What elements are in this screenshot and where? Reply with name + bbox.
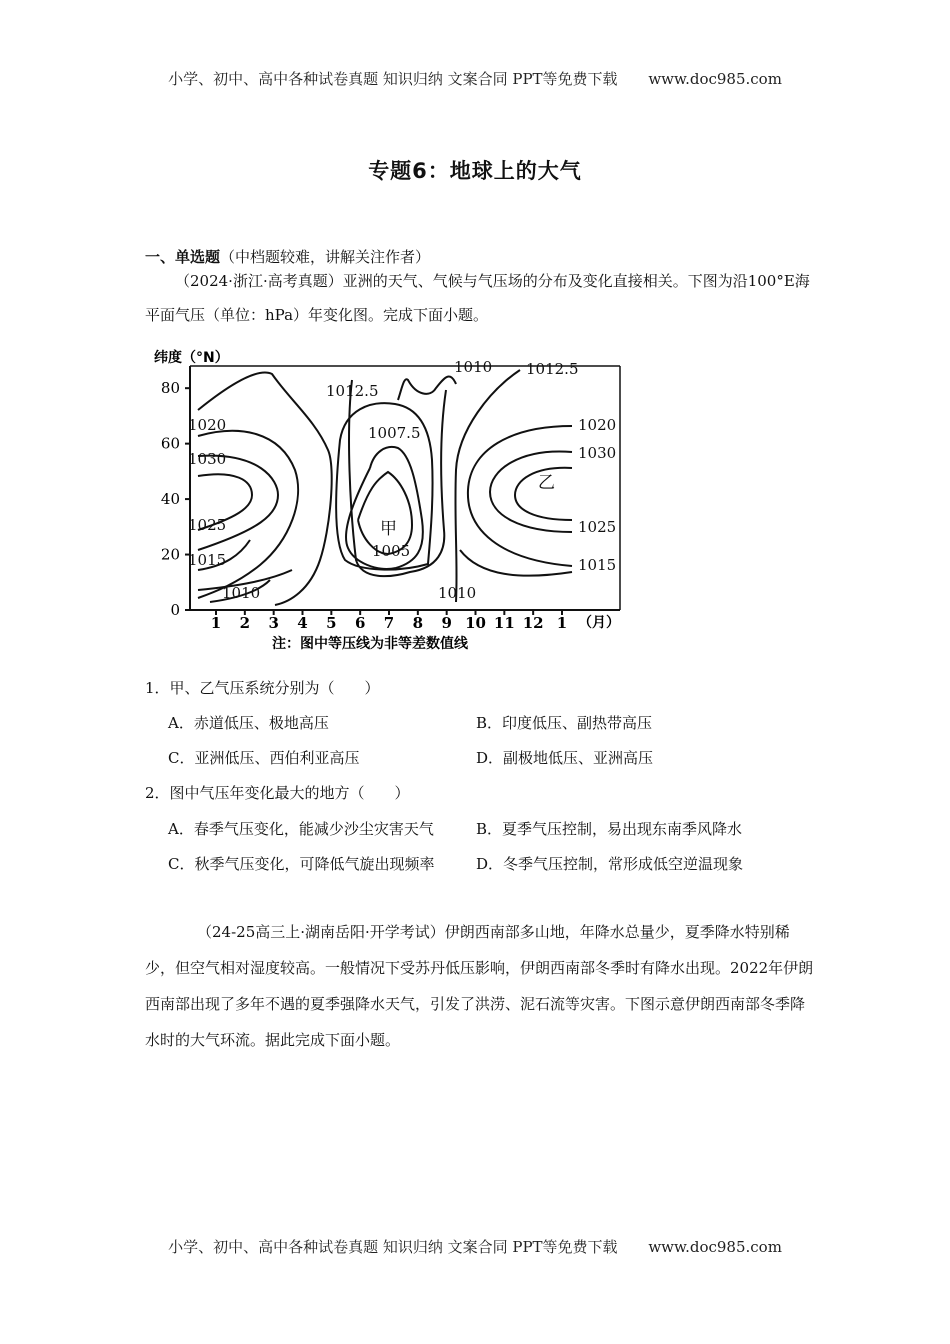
header-url[interactable]: www.doc985.com <box>648 70 782 88</box>
isobar-1030-left <box>198 456 278 550</box>
label-1025-left: 1025 <box>188 516 227 534</box>
x-tick-label: 1 <box>556 614 568 632</box>
x-tick-label: 8 <box>412 614 424 632</box>
isobar-1012-5-right <box>455 370 520 602</box>
label-1010-left: 1010 <box>222 584 261 602</box>
question-2-option-c[interactable]: C．秋季气压变化，可降低气旋出现频率 <box>168 855 435 873</box>
passage-2-text: （24-25高三上·湖南岳阳·开学考试）伊朗西南部多山地，年降水总量少，夏季降水特别稀少，但空气相对湿度较高。一般情况下受苏丹低压影响，伊朗西南部冬季时有降水出现。2022年伊朗西南部出现了多年不遇的夏季强降水天气，引发了洪涝、泥石流等灾害。下图示意伊朗西南部冬季降水时的大气环流。据此完成下面小题。 <box>145 923 814 1049</box>
label-1020-right: 1020 <box>578 416 617 434</box>
label-1015-left: 1015 <box>188 551 227 569</box>
y-tick-label: 60 <box>160 434 180 453</box>
x-tick-label: 5 <box>326 614 337 632</box>
x-tick-label: 7 <box>383 614 395 632</box>
label-1015-right: 1015 <box>578 556 617 574</box>
x-tick-label: 6 <box>354 614 366 632</box>
label-1030-left: 1030 <box>188 450 227 468</box>
passage-1-text: （2024·浙江·高考真题）亚洲的天气、气候与气压场的分布及变化直接相关。下图为沿100°E海平面气压（单位：hPa）年变化图。完成下面小题。 <box>145 272 810 324</box>
passage-2 <box>145 914 815 1058</box>
label-1020-left: 1020 <box>188 416 227 434</box>
question-2-option-a[interactable]: A．春季气压变化，能减少沙尘灾害天气 <box>168 820 434 838</box>
question-1-option-b[interactable]: B．印度低压、副热带高压 <box>476 714 653 732</box>
label-1012-5-top: 1012.5 <box>326 382 379 400</box>
y-tick-label: 40 <box>160 490 180 509</box>
y-axis-label: 纬度（°N） <box>154 350 229 366</box>
question-1-option-a[interactable]: A．赤道低压、极地高压 <box>168 714 329 732</box>
header-text: 小学、初中、高中各种试卷真题 知识归纳 文案合同 PPT等免费下载 <box>168 70 618 88</box>
y-tick-label: 20 <box>160 545 180 564</box>
section-label: 一、单选题 <box>145 248 221 266</box>
chart-note: 注：图中等压线为非等差数值线 <box>272 636 468 652</box>
x-tick-label: 10 <box>465 614 486 632</box>
page-title: 专题6：地球上的大气 <box>368 159 582 183</box>
question-1-option-c[interactable]: C．亚洲低压、西伯利亚高压 <box>168 749 360 767</box>
x-tick-label: 11 <box>493 614 515 632</box>
label-1010-bottom: 1010 <box>438 584 477 602</box>
isobar-1010-top <box>398 376 456 400</box>
page-footer <box>0 1236 950 1257</box>
footer-url[interactable]: www.doc985.com <box>648 1238 782 1256</box>
label-1005: 1005 <box>372 542 411 560</box>
label-jia: 甲 <box>380 519 397 539</box>
y-ticks <box>161 379 190 619</box>
page-header <box>0 68 950 89</box>
label-yi: 乙 <box>538 473 555 493</box>
x-tick-label: 12 <box>522 614 544 632</box>
question-1-option-d[interactable]: D．副极地低压、亚洲高压 <box>476 749 654 767</box>
label-1010-top: 1010 <box>454 358 493 376</box>
section-note: （中档题较难，讲解关注作者） <box>220 248 431 266</box>
question-1-stem: 1．甲、乙气压系统分别为（ ） <box>145 679 380 697</box>
x-tick-label: 1 <box>210 614 222 632</box>
x-ticks <box>211 610 567 632</box>
label-1007-5: 1007.5 <box>368 424 421 442</box>
question-2-stem: 2．图中气压年变化最大的地方（ ） <box>145 784 410 802</box>
x-tick-label: 2 <box>239 614 251 632</box>
isobar-chart <box>140 340 640 660</box>
passage-1 <box>145 264 810 332</box>
x-tick-label: 3 <box>268 614 279 632</box>
footer-text: 小学、初中、高中各种试卷真题 知识归纳 文案合同 PPT等免费下载 <box>168 1238 618 1256</box>
isobar-1020-left-top <box>198 373 332 606</box>
question-2-option-b[interactable]: B．夏季气压控制，易出现东南季风降水 <box>476 820 743 838</box>
x-tick-label: 4 <box>297 614 308 632</box>
x-tick-label: 9 <box>441 614 452 632</box>
label-1025-right: 1025 <box>578 518 617 536</box>
label-1012-5-right: 1012.5 <box>526 360 579 378</box>
y-tick-label: 80 <box>160 379 180 398</box>
question-2-option-d[interactable]: D．冬季气压控制，常形成低空逆温现象 <box>476 855 744 873</box>
isobar-1020-right <box>468 426 572 566</box>
y-tick-label: 0 <box>170 601 180 619</box>
label-1030-right: 1030 <box>578 444 617 462</box>
x-axis-unit: （月） <box>578 615 620 631</box>
